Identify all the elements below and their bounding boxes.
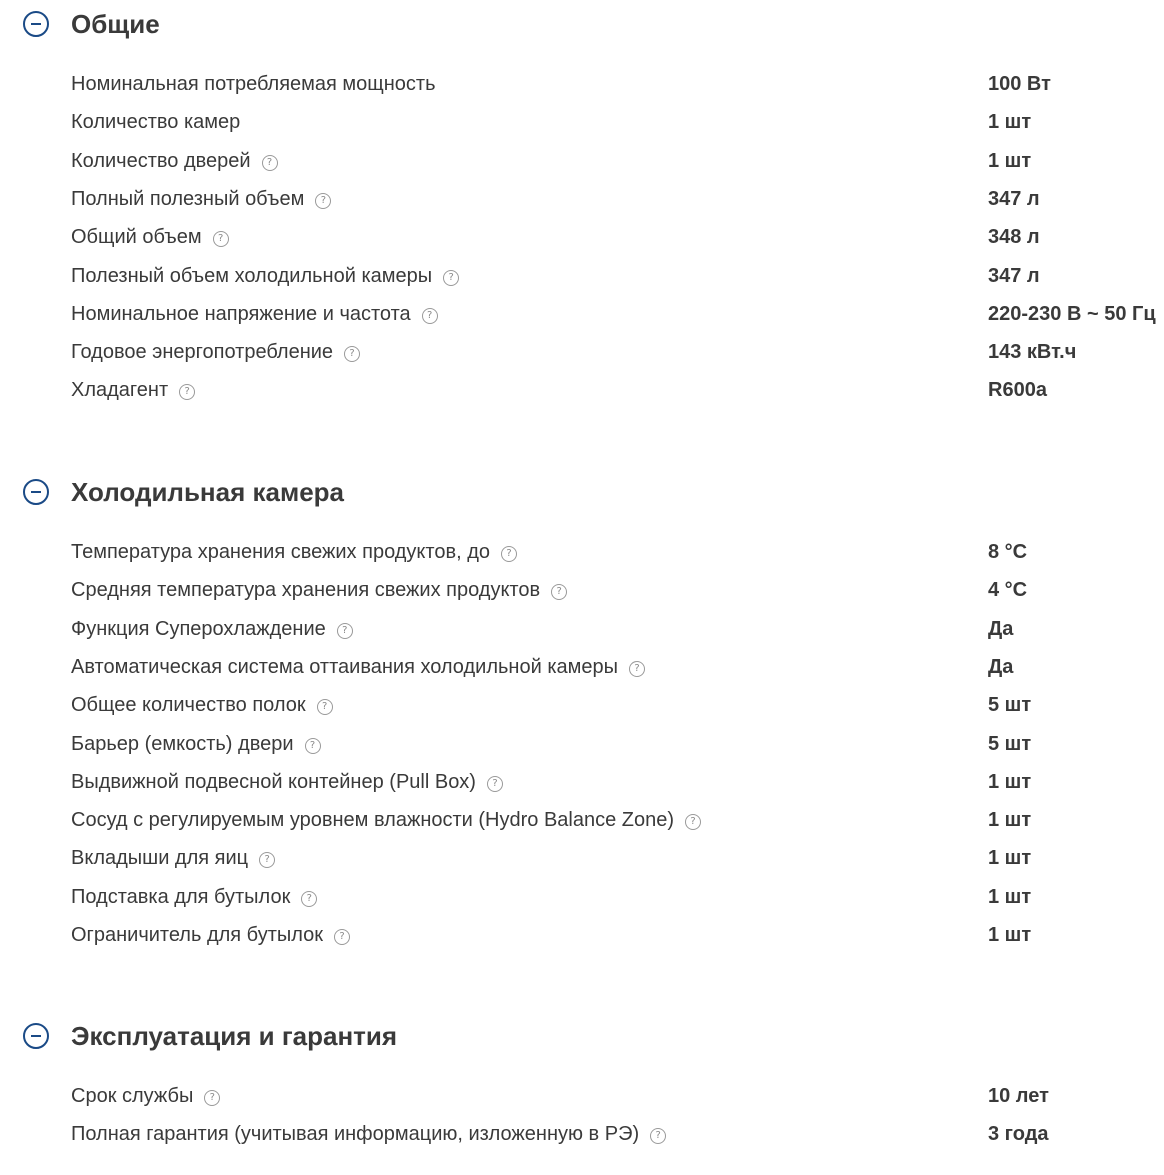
question-circle-icon[interactable]: ?	[213, 231, 229, 247]
spec-label-text: Выдвижной подвесной контейнер (Pull Box)	[71, 770, 476, 793]
spec-label-text: Хладагент	[71, 379, 169, 402]
minus-circle-icon[interactable]	[23, 479, 49, 505]
spec-value: 347 л	[988, 187, 1040, 210]
spec-section	[0, 1023, 1164, 1158]
question-circle-icon[interactable]: ?	[487, 776, 503, 792]
spec-label	[71, 882, 317, 912]
spec-label	[71, 107, 240, 137]
spec-row	[0, 767, 1164, 797]
spec-value: 143 кВт.ч	[988, 341, 1077, 364]
spec-value: 3 года	[988, 1123, 1049, 1146]
spec-label-text: Номинальная потребляемая мощность	[71, 73, 436, 95]
question-circle-icon[interactable]: ?	[443, 270, 459, 286]
spec-label-text: Общее количество полок	[71, 694, 306, 717]
spec-label	[71, 337, 360, 367]
spec-label	[71, 920, 350, 950]
spec-section	[0, 479, 1164, 958]
spec-row	[0, 690, 1164, 720]
spec-label-text: Годовое энергопотребление	[71, 341, 334, 364]
spec-value: 1 шт	[988, 885, 1032, 908]
spec-value: 4 °C	[988, 579, 1028, 602]
spec-label-text: Сосуд с регулируемым уровнем влажности (Hydro Balance Zone)	[71, 809, 675, 832]
spec-label-text: Средняя температура хранения свежих продуктов	[71, 579, 541, 602]
spec-label-text: Подставка для бутылок	[71, 885, 291, 908]
spec-value: 5 шт	[988, 694, 1032, 717]
spec-row	[0, 575, 1164, 605]
spec-label-text: Полезный объем холодильной камеры	[71, 264, 433, 287]
spec-value: 5 шт	[988, 732, 1032, 755]
spec-label-text: Автоматическая система оттаивания холодильной камеры	[71, 655, 619, 678]
question-circle-icon[interactable]: ?	[344, 346, 360, 362]
spec-section	[0, 11, 1164, 414]
spec-value: 1 шт	[988, 111, 1032, 134]
section-title: Холодильная камера	[71, 477, 344, 507]
spec-label	[71, 299, 438, 329]
spec-row	[0, 1081, 1164, 1111]
spec-label-text: Полный полезный объем	[71, 187, 305, 210]
spec-row	[0, 337, 1164, 367]
spec-label-text: Количество камер	[71, 111, 241, 134]
spec-label	[71, 1081, 220, 1111]
spec-row	[0, 146, 1164, 176]
spec-row	[0, 222, 1164, 252]
question-circle-icon[interactable]: ?	[179, 384, 195, 400]
section-title: Эксплуатация и гарантия	[71, 1021, 398, 1051]
spec-label	[71, 184, 331, 214]
section-title: Общие	[71, 9, 160, 39]
minus-circle-icon[interactable]	[23, 11, 49, 37]
spec-value: 347 л	[988, 264, 1040, 287]
spec-row	[0, 882, 1164, 912]
question-circle-icon[interactable]: ?	[259, 852, 275, 868]
spec-label-text: Срок службы	[71, 1085, 194, 1107]
spec-label-text: Полная гарантия (учитывая информацию, изложенную в РЭ)	[71, 1123, 640, 1146]
spec-row	[0, 843, 1164, 873]
spec-value: Да	[988, 655, 1014, 678]
spec-label	[71, 575, 567, 605]
spec-value: 348 л	[988, 226, 1040, 249]
spec-label	[71, 767, 503, 797]
question-circle-icon[interactable]: ?	[301, 891, 317, 907]
question-circle-icon[interactable]: ?	[685, 814, 701, 830]
spec-row	[0, 1119, 1164, 1149]
question-circle-icon[interactable]: ?	[650, 1128, 666, 1144]
spec-value: 1 шт	[988, 809, 1032, 832]
spec-row	[0, 652, 1164, 682]
spec-row	[0, 69, 1164, 99]
spec-value: 1 шт	[988, 924, 1032, 946]
spec-label-text: Температура хранения свежих продуктов, до	[71, 541, 490, 563]
spec-label	[71, 1119, 666, 1149]
spec-label	[71, 690, 333, 720]
spec-label-text: Общий объем	[71, 226, 202, 249]
spec-value: 10 лет	[988, 1085, 1049, 1107]
spec-label	[71, 843, 275, 873]
question-circle-icon[interactable]: ?	[262, 155, 278, 171]
spec-value: 100 Вт	[988, 73, 1051, 95]
spec-label	[71, 375, 195, 405]
question-circle-icon[interactable]: ?	[204, 1090, 220, 1106]
spec-label	[71, 805, 701, 835]
spec-label	[71, 537, 517, 567]
spec-value: 1 шт	[988, 770, 1032, 793]
spec-value: 8 °C	[988, 541, 1028, 563]
spec-row	[0, 107, 1164, 137]
spec-row	[0, 729, 1164, 759]
question-circle-icon[interactable]: ?	[305, 738, 321, 754]
spec-label-text: Количество дверей	[71, 149, 251, 172]
spec-label	[71, 146, 278, 176]
spec-value: 1 шт	[988, 149, 1032, 172]
question-circle-icon[interactable]: ?	[317, 699, 333, 715]
spec-row	[0, 805, 1164, 835]
section-header[interactable]	[0, 11, 700, 41]
spec-label-text: Барьер (емкость) двери	[71, 732, 294, 755]
section-header[interactable]	[0, 1023, 700, 1053]
spec-label-text: Номинальное напряжение и частота	[71, 302, 411, 325]
minus-circle-icon[interactable]	[23, 1023, 49, 1049]
question-circle-icon[interactable]: ?	[337, 623, 353, 639]
spec-row	[0, 614, 1164, 644]
spec-label-text: Вкладыши для яиц	[71, 847, 249, 870]
question-circle-icon[interactable]: ?	[315, 193, 331, 209]
spec-value: 1 шт	[988, 847, 1032, 870]
spec-row	[0, 920, 1164, 950]
spec-label	[71, 614, 353, 644]
spec-value: Да	[988, 617, 1014, 640]
spec-value: R600a	[988, 379, 1047, 402]
spec-label	[71, 69, 436, 99]
question-circle-icon[interactable]: ?	[551, 584, 567, 600]
spec-label-text: Функция Суперохлаждение	[71, 617, 326, 640]
question-circle-icon[interactable]: ?	[629, 661, 645, 677]
spec-value: 220-230 В ~ 50 Гц	[988, 302, 1156, 325]
spec-row	[0, 261, 1164, 291]
spec-label	[71, 222, 229, 252]
question-circle-icon[interactable]: ?	[422, 308, 438, 324]
spec-row	[0, 184, 1164, 214]
spec-row	[0, 299, 1164, 329]
spec-label-text: Ограничитель для бутылок	[71, 924, 323, 946]
spec-row	[0, 375, 1164, 405]
question-circle-icon[interactable]: ?	[501, 546, 517, 562]
spec-label	[71, 729, 321, 759]
spec-label	[71, 652, 645, 682]
section-header[interactable]	[0, 479, 700, 509]
spec-row	[0, 537, 1164, 567]
question-circle-icon[interactable]: ?	[334, 929, 350, 945]
spec-label	[71, 261, 459, 291]
